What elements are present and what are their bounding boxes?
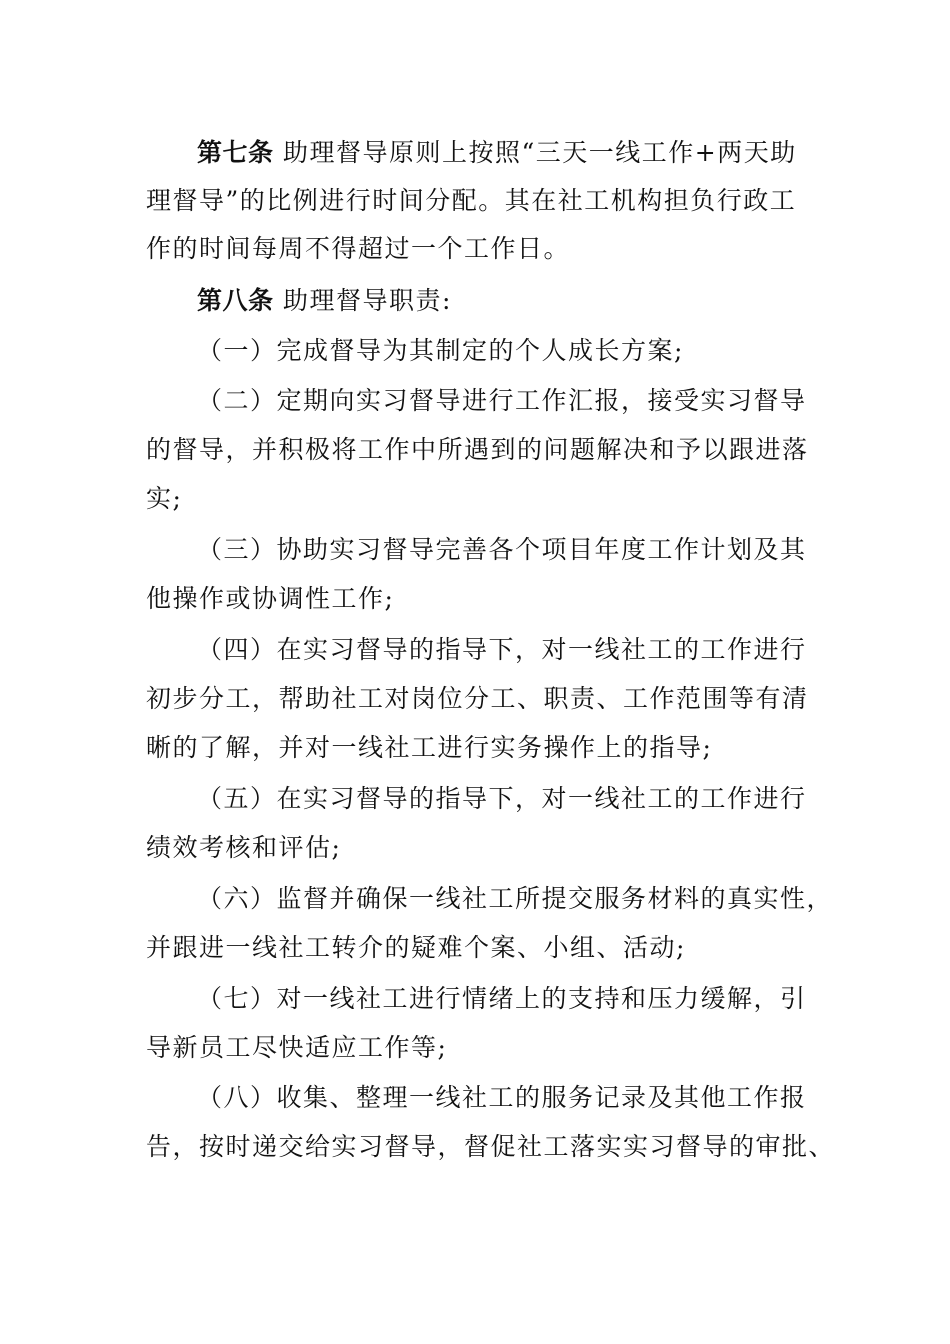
item5-line1: （五）在实习督导的指导下，对一线社工的工作进行	[197, 784, 807, 813]
item4-line3: 晰的了解，并对一线社工进行实务操作上的指导;	[146, 733, 713, 762]
article7-line1	[197, 140, 797, 165]
article8-heading: 第八条	[197, 286, 274, 315]
item4-line1: （四）在实习督导的指导下，对一线社工的工作进行	[197, 635, 807, 664]
article8-line1	[197, 288, 452, 313]
item7-line1: （七）对一线社工进行情绪上的支持和压力缓解，引	[197, 984, 807, 1013]
item6-line1: （六）监督并确保一线社工所提交服务材料的真实性，	[197, 884, 834, 913]
item5-line2: 绩效考核和评估;	[146, 833, 342, 862]
item7-line2: 导新员工尽快适应工作等;	[146, 1033, 448, 1062]
article7-text-line3: 作的时间每周不得超过一个工作日。	[146, 234, 571, 263]
item1-line1: （一）完成督导为其制定的个人成长方案;	[197, 336, 684, 365]
item3-line2: 他操作或协调性工作;	[146, 584, 395, 613]
item2-line2: 的督导，并积极将工作中所遇到的问题解决和予以跟进落	[146, 435, 809, 464]
article7-heading: 第七条	[197, 138, 274, 167]
item4-line2: 初步分工，帮助社工对岗位分工、职责、工作范围等有清	[146, 684, 809, 713]
item8-line1: （八）收集、整理一线社工的服务记录及其他工作报	[197, 1083, 807, 1112]
article8-text-line1: 助理督导职责:	[282, 286, 452, 315]
article7-text-line2: 理督导”的比例进行时间分配。其在社工机构担负行政工	[146, 186, 797, 215]
article7-text-line1: 助理督导原则上按照“三天一线工作+两天助	[282, 138, 797, 167]
item2-line3: 实;	[146, 484, 183, 513]
item8-line2: 告，按时递交给实习督导，督促社工落实实习督导的审批、	[146, 1132, 836, 1161]
item6-line2: 并跟进一线社工转介的疑难个案、小组、活动;	[146, 933, 686, 962]
item3-line1: （三）协助实习督导完善各个项目年度工作计划及其	[197, 535, 807, 564]
item2-line1: （二）定期向实习督导进行工作汇报，接受实习督导	[197, 386, 807, 415]
